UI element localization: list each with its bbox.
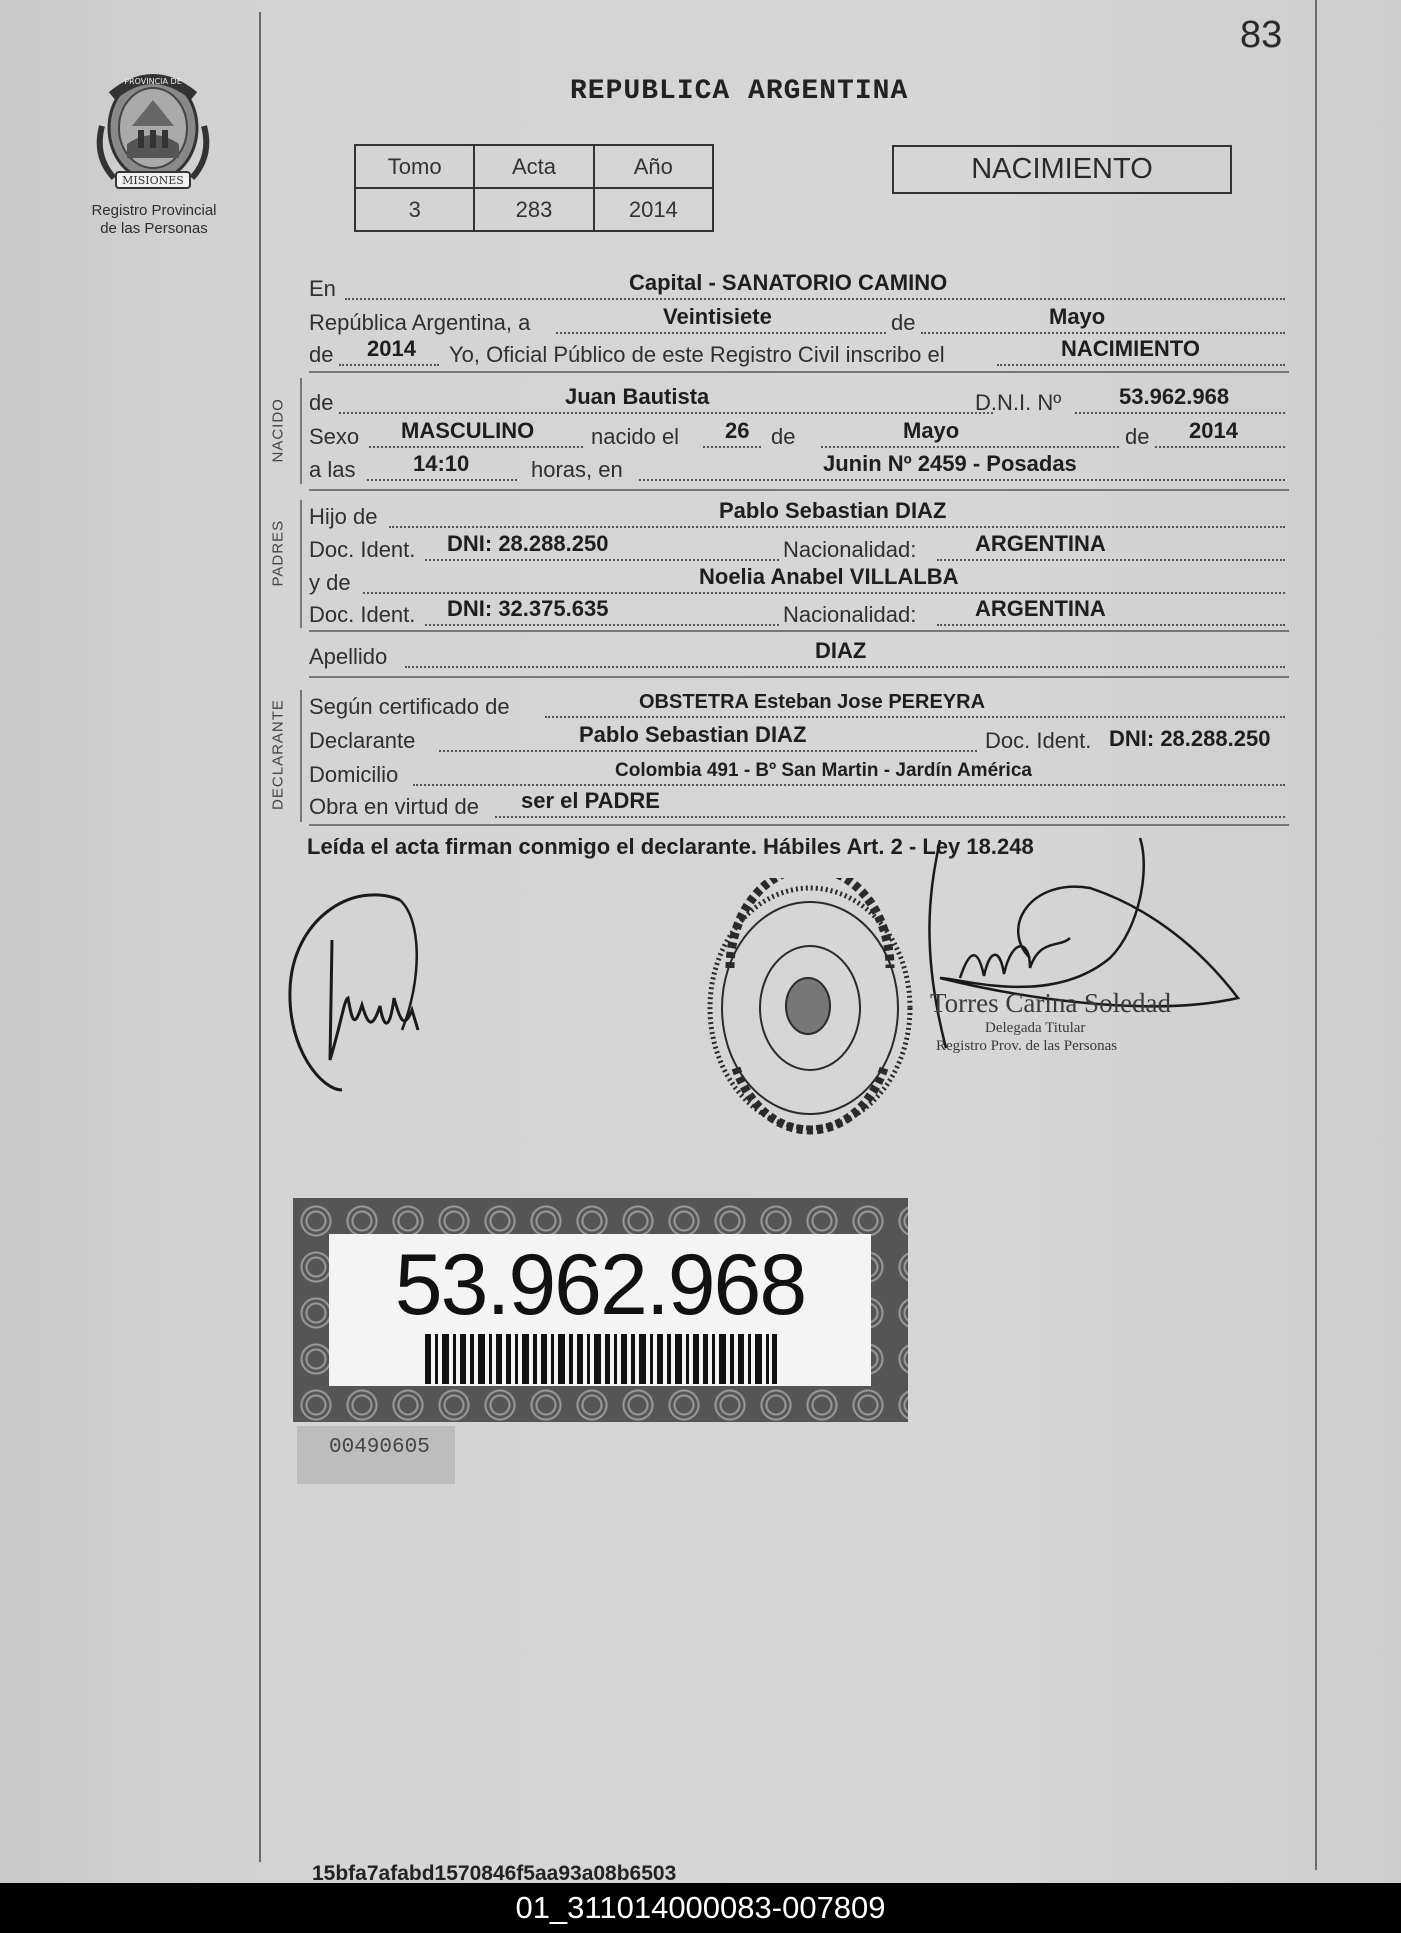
- declarant-signature: [282, 880, 452, 1100]
- value-child-name: Juan Bautista: [565, 384, 710, 409]
- label-declarante: Declarante: [309, 728, 416, 753]
- label-nacido-el: nacido el: [591, 424, 680, 449]
- label-de-month: de: [891, 310, 916, 335]
- label-mother-nat: Nacionalidad:: [783, 602, 917, 627]
- value-birth-address: Junin Nº 2459 - Posadas: [823, 451, 1077, 476]
- official-seal-stamp: [700, 878, 920, 1138]
- label-de-year: de: [309, 342, 334, 367]
- dni-sticker: [293, 1198, 908, 1422]
- logo-caption-line2: de las Personas: [100, 220, 208, 237]
- row-hora: [309, 453, 1287, 487]
- value-declarante-doc: DNI: 28.288.250: [1109, 726, 1271, 751]
- label-dni: D.N.I. Nº: [975, 390, 1062, 415]
- act-type-box: NACIMIENTO: [892, 145, 1232, 194]
- separator: [309, 489, 1289, 491]
- value-birth-year: 2014: [1189, 418, 1238, 443]
- dni-sticker-number: 53.962.968: [394, 1237, 806, 1333]
- label-horas-en: horas, en: [531, 457, 623, 482]
- value-father: Pablo Sebastian DIAZ: [719, 498, 947, 523]
- row-sexo: [309, 420, 1287, 454]
- row-apellido: [309, 640, 1287, 674]
- value-obra: ser el PADRE: [521, 788, 660, 813]
- label-de-birth-month: de: [771, 424, 796, 449]
- label-officer: Yo, Oficial Público de este Registro Civil inscribo el: [449, 342, 945, 367]
- row-father-doc: [309, 533, 1287, 567]
- label-father-doc: Doc. Ident.: [309, 537, 416, 562]
- value-place: Capital - SANATORIO CAMINO: [629, 270, 948, 295]
- row-republica: [309, 306, 1287, 340]
- label-republica: República Argentina, a: [309, 310, 531, 335]
- value-day-text: Veintisiete: [663, 304, 772, 329]
- separator: [309, 371, 1289, 373]
- header-tomo: Tomo: [355, 145, 474, 188]
- label-apellido: Apellido: [309, 644, 388, 669]
- page-number: 83: [1240, 14, 1283, 56]
- document-title: REPUBLICA ARGENTINA: [570, 76, 909, 107]
- document-hash: 15bfa7afabd1570846f5aa93a08b6503: [312, 1862, 677, 1883]
- label-segun: Según certificado de: [309, 694, 510, 719]
- officer-role: Delegada Titular: [985, 1020, 1086, 1036]
- official-signature: [900, 828, 1245, 1108]
- row-year: [309, 338, 1287, 372]
- separator: [309, 824, 1289, 826]
- value-mother: Noelia Anabel VILLALBA: [699, 564, 959, 589]
- row-declarante: [309, 724, 1287, 758]
- label-y-de: y de: [309, 570, 351, 595]
- label-a-las: a las: [309, 457, 356, 482]
- section-label-declarante: DECLARANTE: [269, 699, 287, 810]
- value-year: 2014: [367, 336, 416, 361]
- value-mother-nat: ARGENTINA: [975, 596, 1106, 621]
- logo-caption-line1: Registro Provincial: [91, 202, 217, 219]
- value-inscription: NACIMIENTO: [1061, 336, 1200, 361]
- value-child-dni: 53.962.968: [1119, 384, 1230, 409]
- value-anio: 2014: [594, 188, 713, 231]
- serial-number: 00490605: [297, 1426, 455, 1484]
- separator: [309, 630, 1289, 632]
- barcode: [425, 1334, 777, 1384]
- label-de-name: de: [309, 390, 334, 415]
- logo-banner-text: MISIONES: [122, 174, 184, 187]
- officer-office: Registro Prov. de las Personas: [936, 1038, 1118, 1054]
- value-domicilio: Colombia 491 - Bº San Martin - Jardín América: [615, 760, 1032, 781]
- value-mother-doc: DNI: 32.375.635: [447, 596, 609, 621]
- label-en: En: [309, 276, 336, 301]
- value-sexo: MASCULINO: [401, 418, 535, 443]
- value-month: Mayo: [1049, 304, 1106, 329]
- row-hijo-de: [309, 500, 1287, 534]
- header-acta: Acta: [474, 145, 593, 188]
- row-segun: [309, 690, 1287, 724]
- scan-footer-id: 01_311014000083-007809: [0, 1883, 1401, 1933]
- province-crest-logo: [92, 66, 214, 198]
- dni-sticker-inner: [329, 1234, 871, 1386]
- section-label-padres: PADRES: [269, 519, 287, 587]
- label-obra: Obra en virtud de: [309, 794, 479, 819]
- row-en: [309, 272, 1287, 306]
- label-sexo: Sexo: [309, 424, 360, 449]
- value-certificado: OBSTETRA Esteban Jose PEREYRA: [639, 691, 986, 713]
- label-hijo-de: Hijo de: [309, 504, 378, 529]
- logo-arc-text: PROVINCIA DE: [124, 77, 182, 86]
- section-label-nacido: NACIDO: [269, 398, 287, 463]
- row-nacido-name: [309, 386, 1287, 420]
- label-mother-doc: Doc. Ident.: [309, 602, 416, 627]
- logo-caption: [64, 202, 244, 238]
- value-declarante: Pablo Sebastian DIAZ: [579, 722, 807, 747]
- separator: [309, 676, 1289, 678]
- row-mother-doc: [309, 598, 1287, 632]
- label-de-birth-year: de: [1125, 424, 1150, 449]
- value-father-doc: DNI: 28.288.250: [447, 531, 609, 556]
- header-anio: Año: [594, 145, 713, 188]
- row-y-de: [309, 566, 1287, 600]
- value-acta: 283: [474, 188, 593, 231]
- value-apellido: DIAZ: [815, 638, 867, 663]
- row-domicilio: [309, 758, 1287, 792]
- value-birth-month: Mayo: [903, 418, 960, 443]
- label-domicilio: Domicilio: [309, 762, 399, 787]
- right-margin-line: [1315, 0, 1317, 1870]
- label-declarante-doc: Doc. Ident.: [985, 728, 1092, 753]
- left-margin-line: [259, 12, 261, 1862]
- officer-name: Torres Carina Soledad: [930, 988, 1172, 1018]
- value-tomo: 3: [355, 188, 474, 231]
- value-birth-day: 26: [725, 418, 750, 443]
- value-father-nat: ARGENTINA: [975, 531, 1106, 556]
- label-father-nat: Nacionalidad:: [783, 537, 917, 562]
- registry-table: [354, 144, 714, 232]
- closing-statement: Leída el acta firman conmigo el declarante. Hábiles Art. 2 - Ley 18.248: [307, 834, 1034, 859]
- row-obra: [309, 790, 1287, 824]
- value-time: 14:10: [413, 451, 470, 476]
